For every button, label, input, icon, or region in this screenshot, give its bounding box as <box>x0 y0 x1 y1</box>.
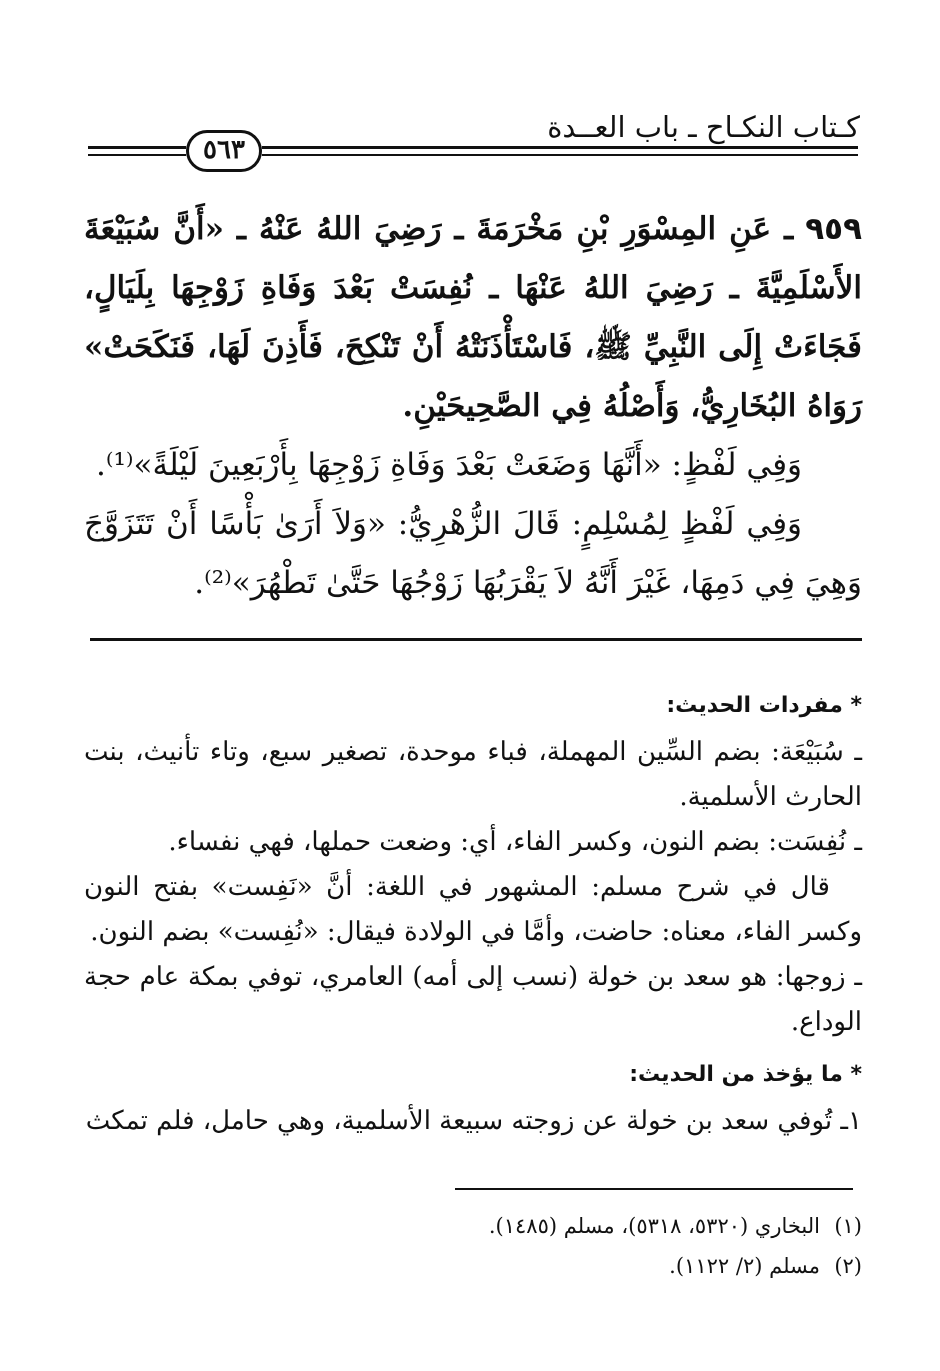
page-number-badge: ٥٦٣ <box>186 130 262 172</box>
hadith-narration: ـ عَنِ المِسْوَرِ بْنِ مَخْرَمَةَ ـ رَضِيَ اللهُ عَنْهُ ـ «أَنَّ سُبَيْعَةَ الأَسْلَمِيَّةَ ـ رَضِيَ اللهُ عَنْهَا ـ نُفِسَتْ بَعْدَ وَفَاةِ زَوْجِهَا بِلَيَالٍ، فَجَاءَتْ إِلَى النَّبِيِّ ﷺ، فَاسْتَأْذَنَتْهُ أَنْ تَنْكِحَ، فَأَذِنَ لَهَا، فَنَكَحَتْ» رَوَاهُ البُخَارِيُّ، وَأَصْلُهُ فِي الصَّحِيحَيْنِ. <box>84 211 862 424</box>
header-rule-left-top <box>88 146 186 149</box>
vocabulary-item: ـ سُبَيْعَة: بضم السِّين المهملة، فباء موحدة، تصغير سبع، وتاء تأنيث، بنت الحارث الأسلمية. <box>84 737 862 812</box>
footnote-text: البخاري (٥٣٢٠، ٥٣١٨)، مسلم (١٤٨٥). <box>488 1214 820 1238</box>
footnotes <box>362 1206 862 1286</box>
section-divider <box>90 638 862 641</box>
footnote-rule <box>455 1188 853 1190</box>
header-rule-left-bottom <box>88 154 186 156</box>
vocabulary-item: ـ نُفِسَت: بضم النون، وكسر الفاء، أي: وضعت حملها، فهي نفساء. <box>168 827 862 857</box>
header-rule-right-bottom <box>262 154 858 156</box>
footnote-number: (١) <box>834 1214 862 1238</box>
footnote-number: (٢) <box>834 1254 862 1278</box>
hadith-text <box>84 200 862 613</box>
hadith-paragraph-3: وَفِي لَفْظٍ لِمُسْلِمٍ: قَالَ الزُّهْرِيُّ: «وَلاَ أَرَىٰ بَأْسًا أَنْ تَتَزَوَّجَ وَهِيَ فِي دَمِهَا، غَيْرَ أَنَّهُ لاَ يَقْرَبُهَا زَوْجُهَا حَتَّىٰ تَطْهُرَ»⁽²⁾. <box>84 506 862 601</box>
hadith-paragraph-2: وَفِي لَفْظٍ: «أَنَّهَا وَضَعَتْ بَعْدَ وَفَاةِ زَوْجِهَا بِأَرْبَعِينَ لَيْلَةً»⁽¹⁾. <box>95 447 802 483</box>
lesson-item: ١ـ تُوفي سعد بن خولة عن زوجته سبيعة الأسلمية، وهي حامل، فلم تمكث <box>85 1106 862 1136</box>
footnote <box>362 1246 862 1286</box>
running-head: كـتاب النكـاح ـ باب العــدة <box>547 110 860 144</box>
lessons-heading: * ما يؤخذ من الحديث: <box>629 1062 862 1087</box>
vocabulary-item: ـ زوجها: هو سعد بن خولة (نسب إلى أمه) العامري، توفي بمكة عام حجة الوداع. <box>84 962 862 1037</box>
vocabulary-heading: * مفردات الحديث: <box>666 693 862 718</box>
hadith-number: ٩٥٩ <box>805 211 863 247</box>
hadith-paragraph-1 <box>84 200 862 436</box>
footnote-text: مسلم (٢/ ١١٢٢). <box>669 1254 820 1278</box>
vocabulary-item: قال في شرح مسلم: المشهور في اللغة: أنَّ «نَفِست» بفتح النون وكسر الفاء، معناه: حاضت، وأمَّا في الولادة فيقال: «نُفِست» بضم النون. <box>84 872 862 947</box>
commentary <box>84 688 862 1144</box>
header-rule-right-top <box>262 146 858 149</box>
footnote <box>362 1206 862 1246</box>
